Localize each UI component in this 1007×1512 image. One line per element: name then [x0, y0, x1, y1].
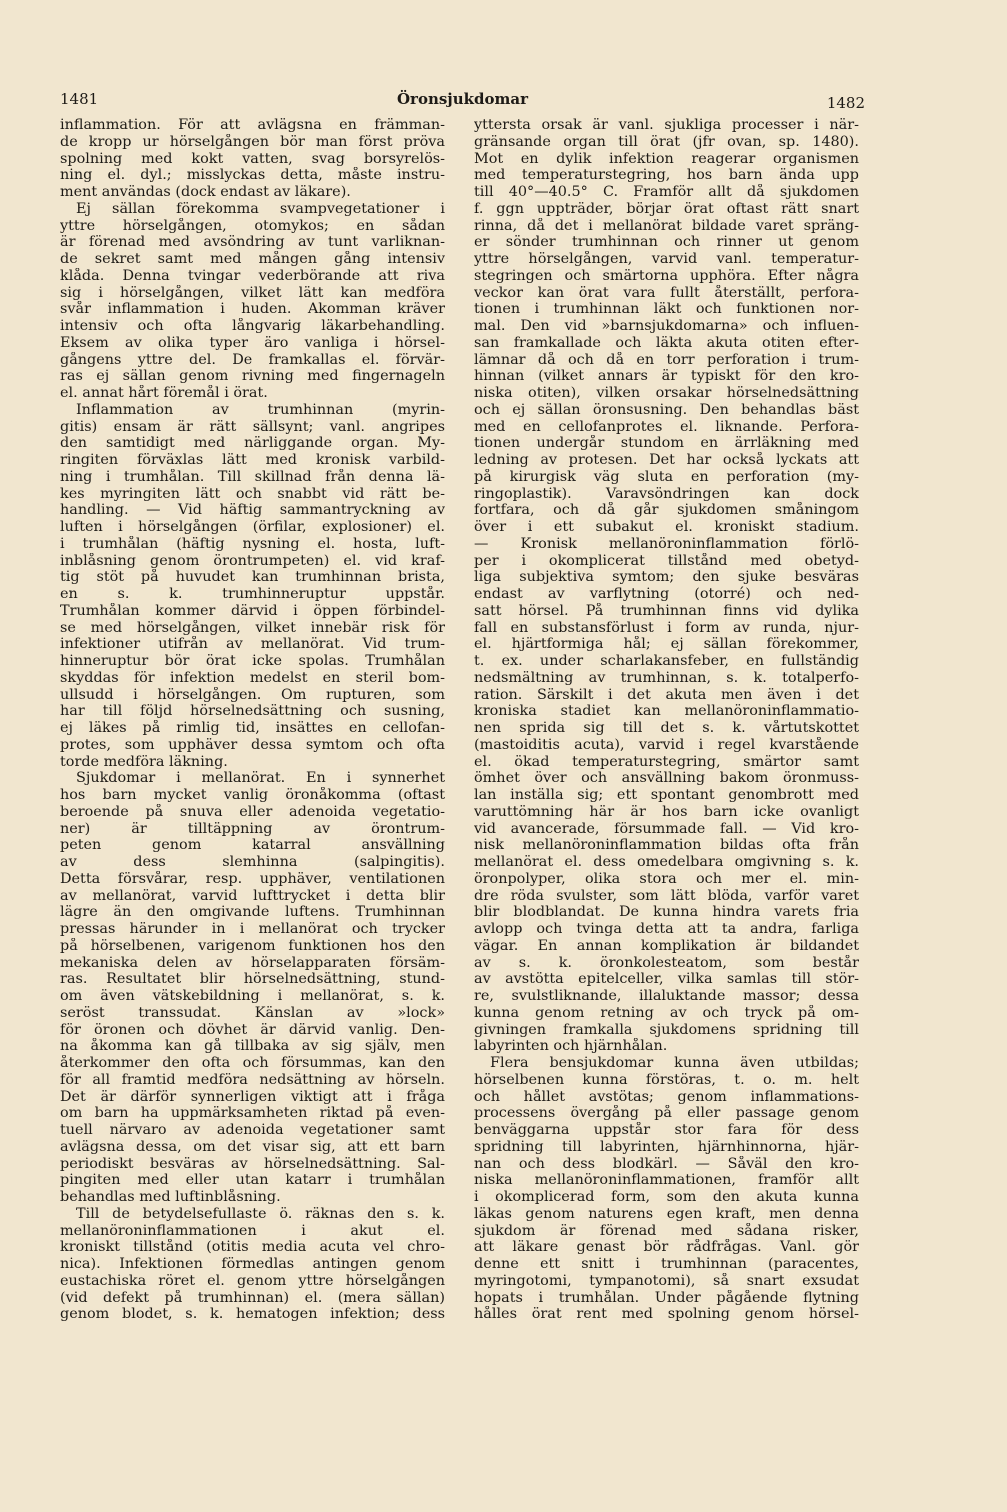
text-line: nedsmältning av trumhinnan, s. k. totalperfo- [474, 669, 859, 686]
text-line: gångens yttre del. De framkallas el. förvär- [60, 351, 445, 368]
text-line: avlopp och tvinga detta att ta andra, farliga [474, 921, 859, 937]
page-number-right: 1482 [826, 94, 865, 112]
text-line: i okomplicerad form, som den akuta kunna [474, 1189, 859, 1205]
text-line: ömhet över och ansvällning bakom öronmuss- [474, 770, 859, 787]
text-line: avlägsna dessa, om det visar sig, att ett barn [60, 1138, 445, 1155]
page-number-left: 1481 [60, 90, 99, 108]
text-line: Sjukdomar i mellanörat. En i synnerhet [76, 770, 445, 787]
text-line: hopats i trumhålan. Under pågående flytning [474, 1289, 859, 1306]
text-line: torde medföra läkning. [60, 753, 228, 770]
text-line: fortfara, och då går sjukdomen småningom [474, 502, 859, 519]
text-line: ringoplastik). Varavsöndringen kan dock [474, 485, 859, 502]
text-line: av mellanörat, varvid lufttrycket i detta blir [60, 887, 445, 904]
text-line: t. ex. under scharlakansfeber, en fullständig [474, 653, 859, 669]
text-line: hinnan (vilket annars är typiskt för den kro- [474, 368, 859, 385]
text-line: ras. Resultatet blir hörselnedsättning, stund- [60, 971, 445, 988]
text-line: Ej sällan förekomma svampvegetationer i [76, 200, 445, 217]
text-line: mellanörat el. dess omedelbara omgivning s. k. [474, 854, 859, 870]
text-line: klåda. Denna tvingar vederbörande att riva [60, 267, 445, 284]
text-line: san framkallade och läkta akuta otiten efter- [474, 334, 859, 351]
text-line: pressas härunder in i mellanörat och trycker [60, 921, 445, 937]
text-line: öronpolyper, olika stora och mer el. min- [474, 870, 859, 887]
text-line: varuttömning här är hos barn icke ovanligt [474, 803, 859, 820]
text-line: den samtidigt med närliggande organ. My- [60, 435, 445, 452]
text-line: och hållet avstötas; genom inflammations- [474, 1088, 859, 1105]
text-line: er sönder trumhinnan och rinner ut genom [474, 234, 859, 251]
text-line: Detta försvårar, resp. upphäver, ventilationen [60, 870, 445, 887]
text-line: yttre hörselgången, varvid vanl. temperatur- [474, 251, 859, 267]
text-line: ledning av protesen. Det har också lyckats att [474, 452, 859, 468]
left-column [60, 117, 445, 1323]
text-line: lan inställa sig; ett spontant genombrott med [474, 787, 859, 803]
text-line: nan och dess blodkärl. — Såväl den kro- [474, 1155, 859, 1172]
text-line: sig i hörselgången, vilket lätt kan medföra [60, 284, 445, 301]
text-line: för all framtid medföra nedsättning av hörseln. [60, 1071, 445, 1088]
text-line: intensiv och ofta långvarig läkarbehandling. [60, 318, 445, 334]
text-line: eustachiska röret el. genom yttre hörselgången [60, 1272, 445, 1289]
text-line: vid avancerade, försummade fall. — Vid kro- [474, 820, 859, 837]
text-line: ning el. dyl.; misslyckas detta, måste instru- [60, 167, 445, 184]
text-line: nica). Infektionen förmedlas antingen genom [60, 1256, 445, 1272]
text-line: ullsudd i hörselgången. Om rupturen, som [60, 686, 445, 703]
text-line: infektioner utifrån av mellanörat. Vid trum- [60, 636, 445, 653]
text-line: och ej sällan öronsusning. Den behandlas bäst [474, 401, 859, 418]
text-line: svår inflammation i huden. Akomman kräver [60, 301, 445, 318]
text-line: tig stöt på huvudet kan trumhinnan brista, [60, 569, 445, 586]
text-line: sjukdom är förenad med sådana risker, [474, 1222, 859, 1239]
text-line: ner) är tilltäppning av örontrum- [60, 820, 445, 837]
text-line: kunna genom retning av och tryck på om- [474, 1004, 859, 1021]
text-line: att läkare genast bör rådfrågas. Vanl. gör [474, 1239, 859, 1256]
text-line: av avstötta epitelceller, vilka samlas till stör- [474, 971, 859, 988]
text-line: Flera bensjukdomar kunna även utbildas; [490, 1055, 859, 1071]
text-line: spridning till labyrinten, hjärnhinnorna, hjär- [474, 1138, 859, 1155]
text-line: i trumhålan (häftig nysning el. hosta, luft- [60, 535, 445, 552]
text-line: ment användas (dock endast av läkare). [60, 184, 351, 200]
text-line: om barn ha uppmärksamheten riktad på even- [60, 1105, 445, 1122]
text-line: ringiten förväxlas lätt med kronisk varbild- [60, 452, 445, 468]
text-line: niska otiten), vilken orsakar hörselnedsättning [474, 385, 859, 401]
text-line: na åkomma kan gå tillbaka av sig själv, men [60, 1038, 445, 1055]
text-line: — Kronisk mellanöroninflammation förlö- [474, 535, 859, 552]
text-line: (vid defekt på trumhinnan) el. (mera sällan) [60, 1289, 445, 1306]
text-line: Mot en dylik infektion reagerar organismen [474, 150, 859, 167]
text-line: hinneruptur bör örat icke spolas. Trumhålan [60, 653, 445, 669]
text-line: på kirurgisk väg sluta en perforation (my- [474, 468, 859, 485]
text-line: labyrinten och hjärnhålan. [474, 1038, 668, 1055]
text-line: Det är därför synnerligen viktigt att i fråga [60, 1088, 445, 1105]
text-line: gränsande organ till örat (jfr ovan, sp. 1480). [474, 133, 859, 150]
text-line: pingiten med eller utan katarr i trumhålan [60, 1172, 445, 1189]
text-line: processens övergång på eller passage genom [474, 1105, 859, 1122]
text-line: denne ett snitt i trumhinnan (paracentes, [474, 1256, 859, 1272]
text-line: Trumhålan kommer därvid i öppen förbindel- [60, 602, 445, 619]
text-line: (mastoiditis acuta), varvid i regel kvarstående [474, 736, 859, 753]
text-line: på hörselbenen, varigenom funktionen hos den [60, 937, 445, 954]
text-line: mellanöroninflammationen i akut el. [60, 1222, 445, 1239]
text-line: nen sprida sig till det s. k. vårtutskottet [474, 720, 859, 736]
text-line: el. annat hårt föremål i örat. [60, 385, 268, 401]
text-line: el. ökad temperaturstegring, smärtor samt [474, 753, 859, 770]
text-line: skyddas för infektion medelst en steril bom- [60, 669, 445, 686]
text-line: vägar. En annan komplikation är bildandet [474, 937, 859, 954]
text-line: yttersta orsak är vanl. sjukliga processer i när- [474, 117, 859, 133]
text-line: kes myringiten lätt och snabbt vid rätt be- [60, 485, 445, 502]
text-line: hörselbenen kunna förstöras, t. o. m. helt [474, 1071, 859, 1088]
text-line: fall en substansförlust i form av runda, njur- [474, 619, 859, 636]
text-line: gitis) ensam är rätt sällsynt; vanl. angripes [60, 418, 445, 435]
text-line: återkommer den ofta och försummas, kan den [60, 1055, 445, 1071]
text-line: handling. — Vid häftig sammantryckning av [60, 502, 445, 519]
text-line: peten genom katarral ansvällning [60, 837, 445, 854]
text-line: myringotomi, tympanotomi), så snart exsudat [474, 1272, 859, 1289]
text-line: tionen undergår stundom en ärrläkning med [474, 435, 859, 452]
text-line: ration. Särskilt i det akuta men även i det [474, 686, 859, 703]
text-line: protes, som upphäver dessa symtom och ofta [60, 736, 445, 753]
text-line: hos barn mycket vanlig öronåkomma (oftast [60, 787, 445, 803]
text-line: satt hörsel. På trumhinnan finns vid dylika [474, 602, 859, 619]
text-line: ej läkes på rimlig tid, insättes en cellofan- [60, 720, 445, 736]
text-line: tionen i trumhinnan läkt och funktionen nor- [474, 301, 859, 318]
text-line: nisk mellanöroninflammation bildas ofta från [474, 837, 859, 854]
text-line: benväggarna uppstår stor fara för dess [474, 1122, 859, 1138]
text-line: givningen framkalla sjukdomens spridning till [474, 1021, 859, 1038]
text-line: spolning med kokt vatten, svag borsyrelös- [60, 150, 445, 167]
text-line: av s. k. öronkolesteatom, som består [474, 954, 859, 971]
text-line: endast av varflytning (otorré) och ned- [474, 586, 859, 602]
text-line: lägre än den omgivande luftens. Trumhinnan [60, 904, 445, 921]
text-line: hålles örat rent med spolning genom hörsel- [474, 1306, 859, 1323]
text-line: har till följd hörselnedsättning och susning, [60, 703, 445, 720]
text-line: kroniska stadiet kan mellanöroninflammatio- [474, 703, 859, 720]
text-line: till 40°—40.5° C. Framför allt då sjukdomen [474, 184, 859, 200]
text-line: blir blodblandat. De kunna hindra varets fria [474, 904, 859, 921]
text-line: ras ej sällan genom rivning med fingernageln [60, 368, 445, 385]
text-line: för öronen och dövhet är därvid vanlig. Den- [60, 1021, 445, 1038]
text-line: Till de betydelsefullaste ö. räknas den s. k. [76, 1205, 445, 1222]
text-line: behandlas med luftinblåsning. [60, 1189, 281, 1205]
page-header [60, 90, 865, 114]
text-line: periodiskt besväras av hörselnedsättning. Sal- [60, 1155, 445, 1172]
text-line: luften i hörselgången (örfilar, explosioner) el. [60, 519, 445, 535]
text-line: de sekret samt med mången gång intensiv [60, 251, 445, 267]
text-line: inblåsning genom örontrumpeten) el. vid kraf- [60, 552, 445, 569]
text-line: med en cellofanprotes el. liknande. Perfora- [474, 418, 859, 435]
text-line: f. ggn uppträder, börjar örat oftast rätt snart [474, 200, 859, 217]
text-line: kroniskt tillstånd (otitis media acuta vel chro- [60, 1239, 445, 1256]
text-line: Eksem av olika typer äro vanliga i hörsel- [60, 334, 445, 351]
text-line: yttre hörselgången, otomykos; en sådan [60, 217, 445, 234]
text-line: genom blodet, s. k. hematogen infektion; dess [60, 1306, 445, 1323]
text-line: om även vätskebildning i mellanörat, s. k. [60, 988, 445, 1004]
text-line: rinna, då det i mellanörat bildade varet spräng- [474, 217, 859, 234]
text-line: en s. k. trumhinneruptur uppstår. [60, 586, 445, 602]
text-line: niska mellanöroninflammationen, framför allt [474, 1172, 859, 1189]
text-line: veckor kan örat vara fullt återställt, perfora- [474, 284, 859, 301]
text-line: stegringen och smärtorna upphöra. Efter några [474, 267, 859, 284]
text-line: dre röda svulster, som lätt blöda, varför varet [474, 887, 859, 904]
text-line: läkas genom naturens egen kraft, men denna [474, 1205, 859, 1222]
text-line: Inflammation av trumhinnan (myrin- [76, 401, 445, 418]
text-line: är förenad med avsöndring av tunt varliknan- [60, 234, 445, 251]
right-column [474, 117, 859, 1323]
text-line: mal. Den vid »barnsjukdomarna» och influen- [474, 318, 859, 334]
text-line: seröst transsudat. Känslan av »lock» [60, 1004, 445, 1021]
text-line: beroende på snuva eller adenoida vegetatio- [60, 803, 445, 820]
text-line: mekaniska delen av hörselapparaten försäm- [60, 954, 445, 971]
text-line: se med hörselgången, vilket innebär risk för [60, 619, 445, 636]
text-line: tuell närvaro av adenoida vegetationer samt [60, 1122, 445, 1138]
text-line: ning i trumhålan. Till skillnad från denna lä- [60, 468, 445, 485]
text-line: el. hjärtformiga hål; ej sällan förekommer, [474, 636, 859, 653]
text-line: de kropp ur hörselgången bör man först pröva [60, 133, 445, 150]
text-line: re, svulstliknande, illaluktande massor; dessa [474, 988, 859, 1004]
running-title: Öronsjukdomar [396, 90, 529, 108]
text-line: inflammation. För att avlägsna en främman- [60, 117, 445, 133]
text-line: per i okomplicerat tillstånd med obetyd- [474, 552, 859, 569]
text-line: liga subjektiva symtom; den sjuke besväras [474, 569, 859, 586]
text-line: över i ett subakut el. kroniskt stadium. [474, 519, 859, 535]
text-line: lämnar då och då en torr perforation i trum- [474, 351, 859, 368]
text-line: med temperaturstegring, hos barn ända upp [474, 167, 859, 184]
text-line: av dess slemhinna (salpingitis). [60, 854, 445, 870]
